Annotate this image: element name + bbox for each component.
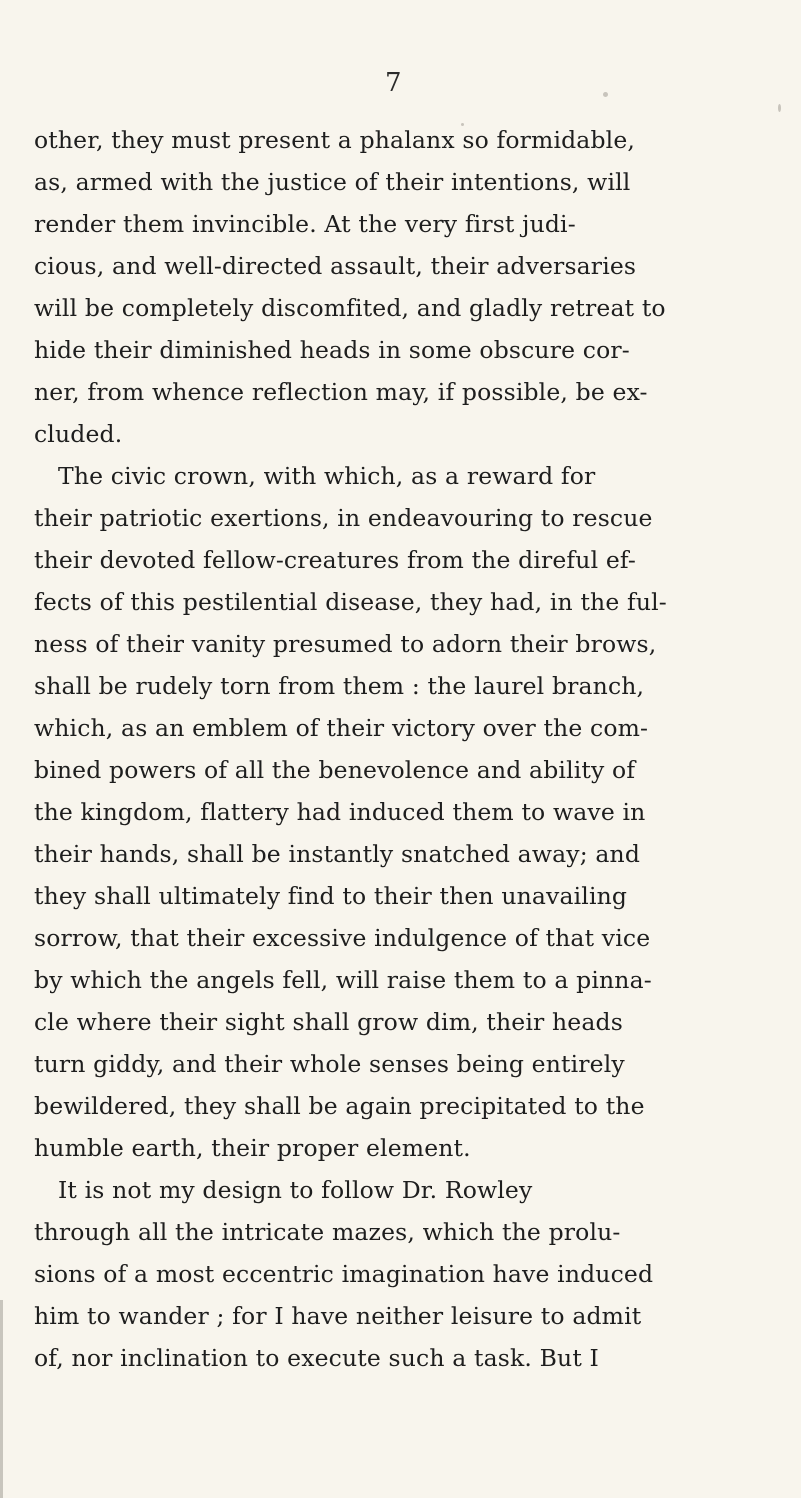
paper-speck <box>603 92 608 97</box>
text-line: their patriotic exertions, in endeavouring to rescue <box>34 504 653 532</box>
text-line: which, as an emblem of their victory over the com- <box>34 714 649 742</box>
text-line: their hands, shall be instantly snatched away; and <box>34 840 641 868</box>
text-line: sions of a most eccentric imagination have induced <box>34 1260 654 1288</box>
text-line: shall be rudely torn from them : the laurel branch, <box>34 672 645 700</box>
scan-edge-shadow <box>0 1300 3 1498</box>
text-line: The civic crown, with which, as a reward for <box>58 462 596 490</box>
text-line: they shall ultimately find to their then unavailing <box>34 882 628 910</box>
text-line: will be completely discomfited, and gladly retreat to <box>34 294 666 322</box>
text-line: cious, and well-directed assault, their adversaries <box>34 252 637 280</box>
paper-speck <box>461 123 464 126</box>
text-line: their devoted fellow-creatures from the direful ef- <box>34 546 637 574</box>
text-line: of, nor inclination to execute such a task. But I <box>34 1344 599 1372</box>
text-line: the kingdom, flattery had induced them to wave in <box>34 798 646 826</box>
text-line: humble earth, their proper element. <box>34 1134 471 1162</box>
text-line: ness of their vanity presumed to adorn their brows, <box>34 630 657 658</box>
text-line: hide their diminished heads in some obscure cor- <box>34 336 630 364</box>
text-line: sorrow, that their excessive indulgence of that vice <box>34 924 651 952</box>
text-line: him to wander ; for I have neither leisure to admit <box>34 1302 642 1330</box>
paper-speck <box>778 104 781 112</box>
text-line: It is not my design to follow Dr. Rowley <box>58 1176 533 1204</box>
text-line: bewildered, they shall be again precipitated to the <box>34 1092 645 1120</box>
text-line: render them invincible. At the very first judi- <box>34 210 576 238</box>
text-line: by which the angels fell, will raise them to a pinna- <box>34 966 652 994</box>
text-line: other, they must present a phalanx so formidable, <box>34 126 636 154</box>
text-line: cluded. <box>34 420 123 448</box>
text-line: ner, from whence reflection may, if possible, be ex- <box>34 378 648 406</box>
text-line: through all the intricate mazes, which the prolu- <box>34 1218 621 1246</box>
text-line: bined powers of all the benevolence and ability of <box>34 756 636 784</box>
text-line: turn giddy, and their whole senses being entirely <box>34 1050 625 1078</box>
page-number: 7 <box>385 68 402 98</box>
text-line: fects of this pestilential disease, they had, in the ful- <box>34 588 667 616</box>
text-line: as, armed with the justice of their intentions, will <box>34 168 631 196</box>
text-line: cle where their sight shall grow dim, their heads <box>34 1008 623 1036</box>
